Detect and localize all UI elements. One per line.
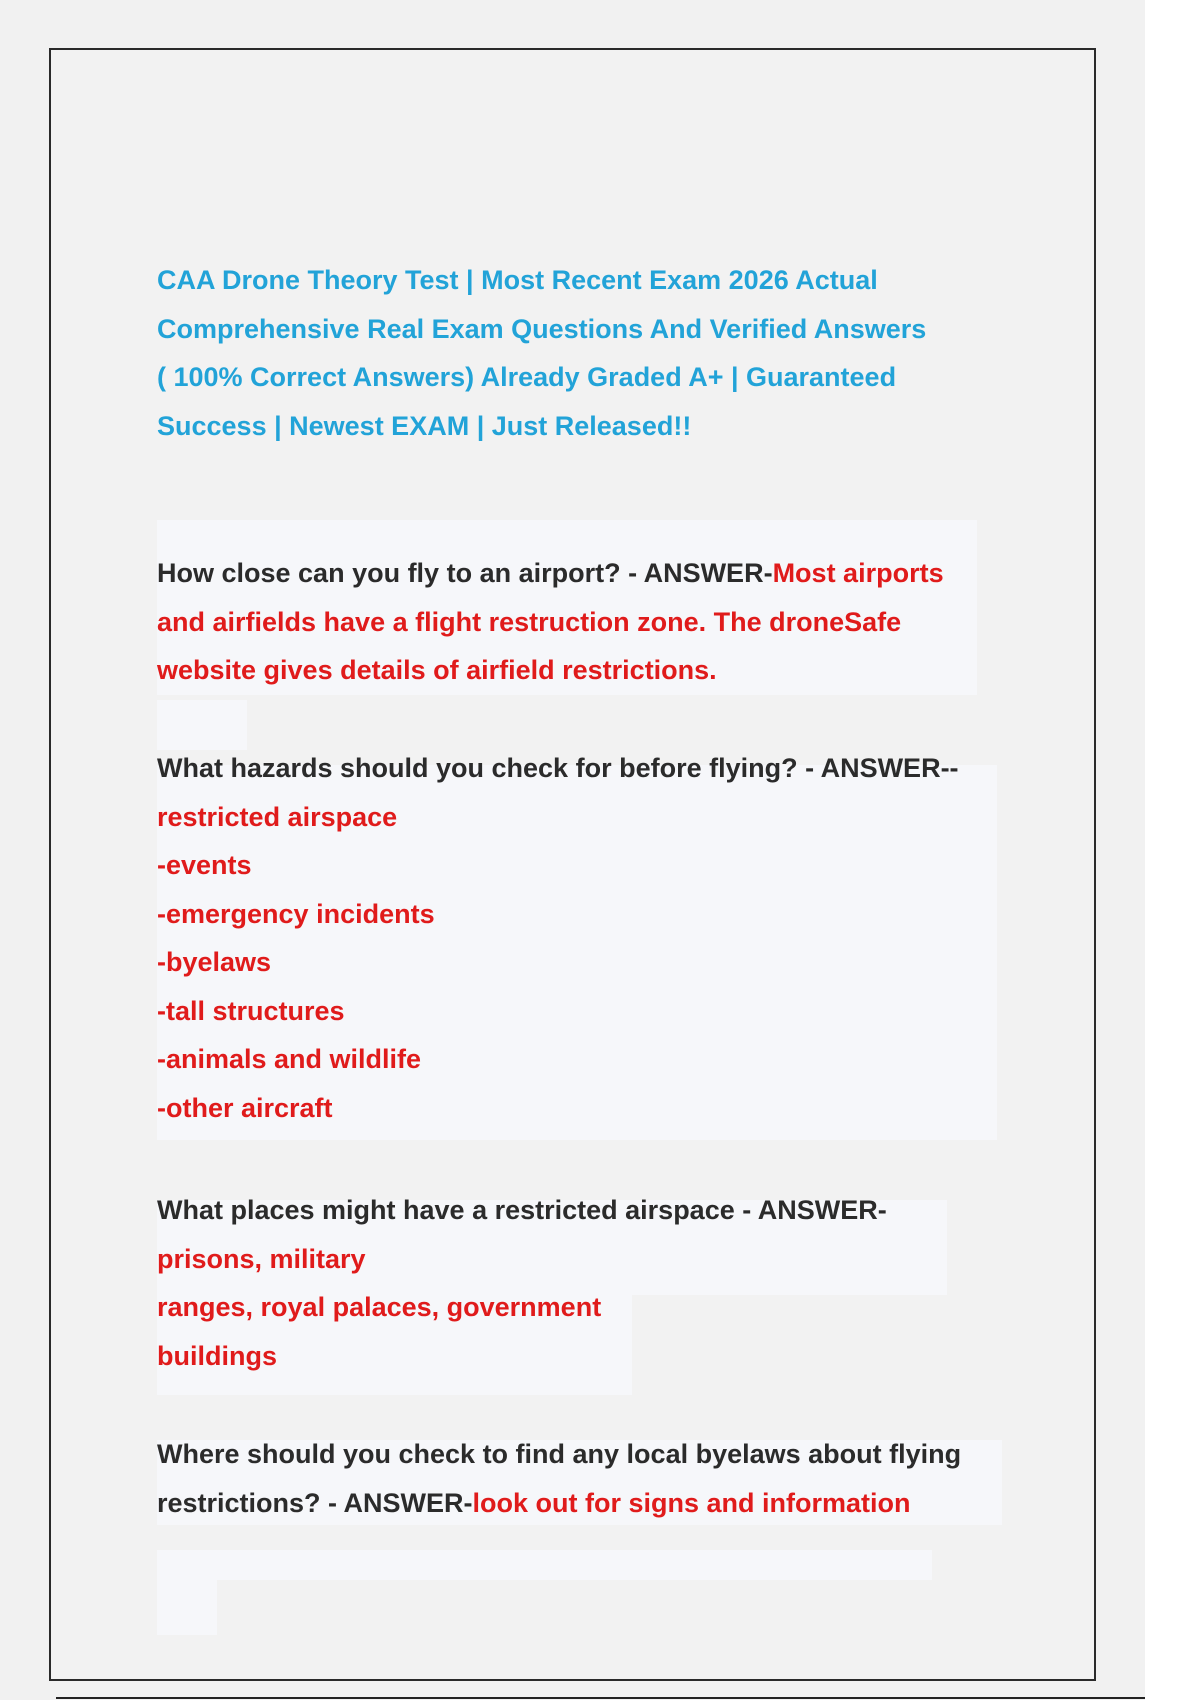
qa-block-restricted-places xyxy=(157,1186,1017,1380)
question-text: restrictions? - ANSWER- xyxy=(157,1487,473,1518)
qa-block-byelaws xyxy=(157,1430,1017,1527)
highlight-band xyxy=(157,700,247,750)
answer-text: -other aircraft xyxy=(157,1092,333,1123)
answer-text: -tall structures xyxy=(157,995,345,1026)
answer-text: and airfields have a flight restruction zone. The droneSafe xyxy=(157,606,902,637)
document-title xyxy=(157,256,1017,450)
answer-text: -byelaws xyxy=(157,947,272,977)
answer-text: buildings xyxy=(157,1340,277,1371)
answer-text: ranges, royal palaces, government xyxy=(157,1292,602,1322)
answer-text: prisons, military xyxy=(157,1243,366,1274)
qa-block-airport xyxy=(157,549,1017,695)
qa-block-hazards xyxy=(157,744,1017,1132)
question-text: Where should you check to find any local byelaws about flying xyxy=(157,1439,962,1469)
answer-text: restricted airspace xyxy=(157,801,398,832)
right-margin-strip xyxy=(1145,0,1200,1700)
title-line: ( 100% Correct Answers) Already Graded A+ | Guaranteed xyxy=(157,362,897,392)
answer-text: look out for signs and information xyxy=(472,1487,911,1518)
title-line: Success | Newest EXAM | Just Released!! xyxy=(157,410,692,441)
answer-text: Most airports xyxy=(772,558,944,588)
question-text: How close can you fly to an airport? - ANSWER- xyxy=(157,558,773,588)
answer-text: -emergency incidents xyxy=(157,898,435,929)
bottom-rule xyxy=(56,1697,1145,1699)
answer-text: -events xyxy=(157,850,252,880)
title-line: CAA Drone Theory Test | Most Recent Exam 2026 Actual xyxy=(157,265,878,295)
highlight-band xyxy=(157,1550,932,1580)
question-text: What places might have a restricted airspace - ANSWER- xyxy=(157,1195,887,1225)
highlight-band xyxy=(157,1580,217,1635)
title-line: Comprehensive Real Exam Questions And Verified Answers xyxy=(157,313,927,344)
answer-text: -animals and wildlife xyxy=(157,1044,422,1074)
question-text: What hazards should you check for before flying? - ANSWER-- xyxy=(157,753,959,783)
answer-text: website gives details of airfield restrictions. xyxy=(157,655,717,685)
